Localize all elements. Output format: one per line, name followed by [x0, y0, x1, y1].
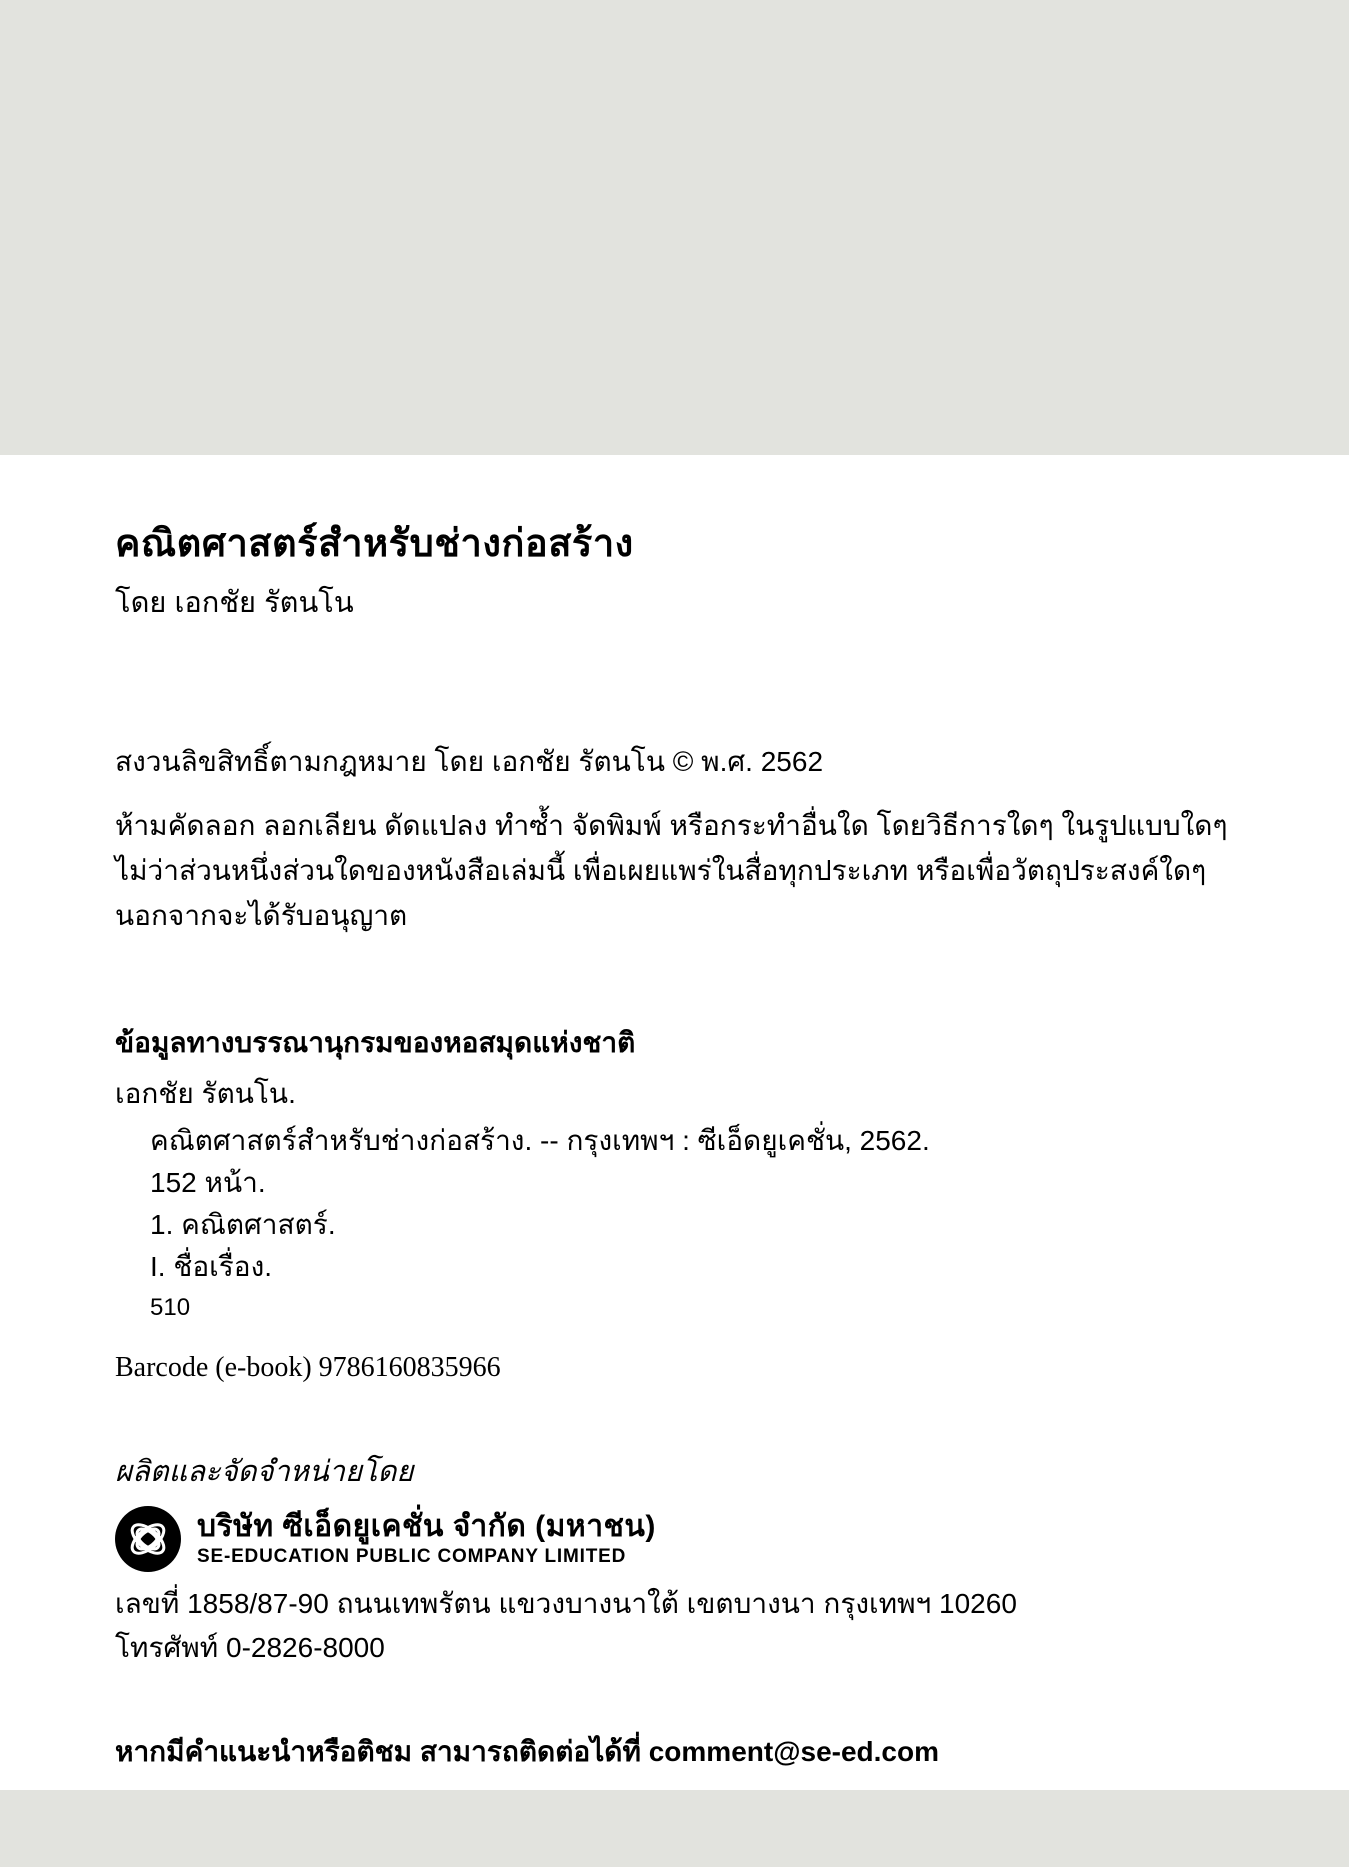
publisher-names — [197, 1510, 656, 1569]
bibliography-entry: คณิตศาสตร์สำหรับช่างก่อสร้าง. -- กรุงเทพฯ : ซีเอ็ดยูเคชั่น, 2562. — [150, 1125, 930, 1157]
publisher-block — [115, 1504, 1289, 1574]
publisher-name-thai: บริษัท ซีเอ็ดยูเคชั่น จำกัด (มหาชน) — [197, 1509, 656, 1543]
reader-margin-bottom — [0, 1790, 1349, 1867]
feedback-contact: หากมีคำแนะนำหรือติชม สามารถติดต่อได้ที่ comment@se-ed.com — [115, 1736, 939, 1768]
publisher-name-english: SE-EDUCATION PUBLIC COMPANY LIMITED — [197, 1546, 627, 1568]
copyright-statement: สงวนลิขสิทธิ์ตามกฎหมาย โดย เอกชัย รัตนโน © พ.ศ. 2562 — [115, 746, 824, 778]
book-byline: โดย เอกชัย รัตนโน — [115, 586, 354, 619]
book-title: คณิตศาสตร์สำหรับช่างก่อสร้าง — [115, 523, 634, 565]
bibliography-author: เอกชัย รัตนโน. — [115, 1078, 296, 1110]
notice-line: นอกจากจะได้รับอนุญาต — [115, 900, 408, 932]
ebook-barcode: Barcode (e-book) 9786160835966 — [115, 1352, 501, 1384]
notice-line: ไม่ว่าส่วนหนึ่งส่วนใดของหนังสือเล่มนี้ เพื่อเผยแพร่ในสื่อทุกประเภท หรือเพื่อวัตถุประสงค์ใดๆ — [115, 855, 1207, 887]
notice-line: ห้ามคัดลอก ลอกเลียน ดัดแปลง ทำซ้ำ จัดพิมพ์ หรือกระทำอื่นใด โดยวิธีการใดๆ ในรูปแบบใดๆ — [115, 810, 1228, 842]
reader-margin-top — [0, 0, 1349, 455]
ebook-page — [0, 455, 1349, 1790]
bibliography-entry: 152 หน้า. — [150, 1167, 266, 1199]
bibliography-entry: 1. คณิตศาสตร์. — [150, 1209, 336, 1241]
bibliography-heading: ข้อมูลทางบรรณานุกรมของหอสมุดแห่งชาติ — [115, 1027, 636, 1059]
bibliography-entry: I. ชื่อเรื่อง. — [150, 1251, 273, 1283]
se-ed-logo-icon — [115, 1506, 181, 1572]
bibliography-entries — [115, 1120, 1289, 1328]
bibliography-dewey-number: 510 — [150, 1294, 191, 1322]
copyright-notice — [115, 803, 1289, 938]
publisher-phone: โทรศัพท์ 0-2826-8000 — [115, 1632, 385, 1664]
page-content — [0, 521, 1349, 1771]
publisher-intro: ผลิตและจัดจำหน่ายโดย — [115, 1456, 414, 1489]
publisher-address: เลขที่ 1858/87-90 ถนนเทพรัตน แขวงบางนาใต้ เขตบางนา กรุงเทพฯ 10260 — [115, 1588, 1017, 1620]
